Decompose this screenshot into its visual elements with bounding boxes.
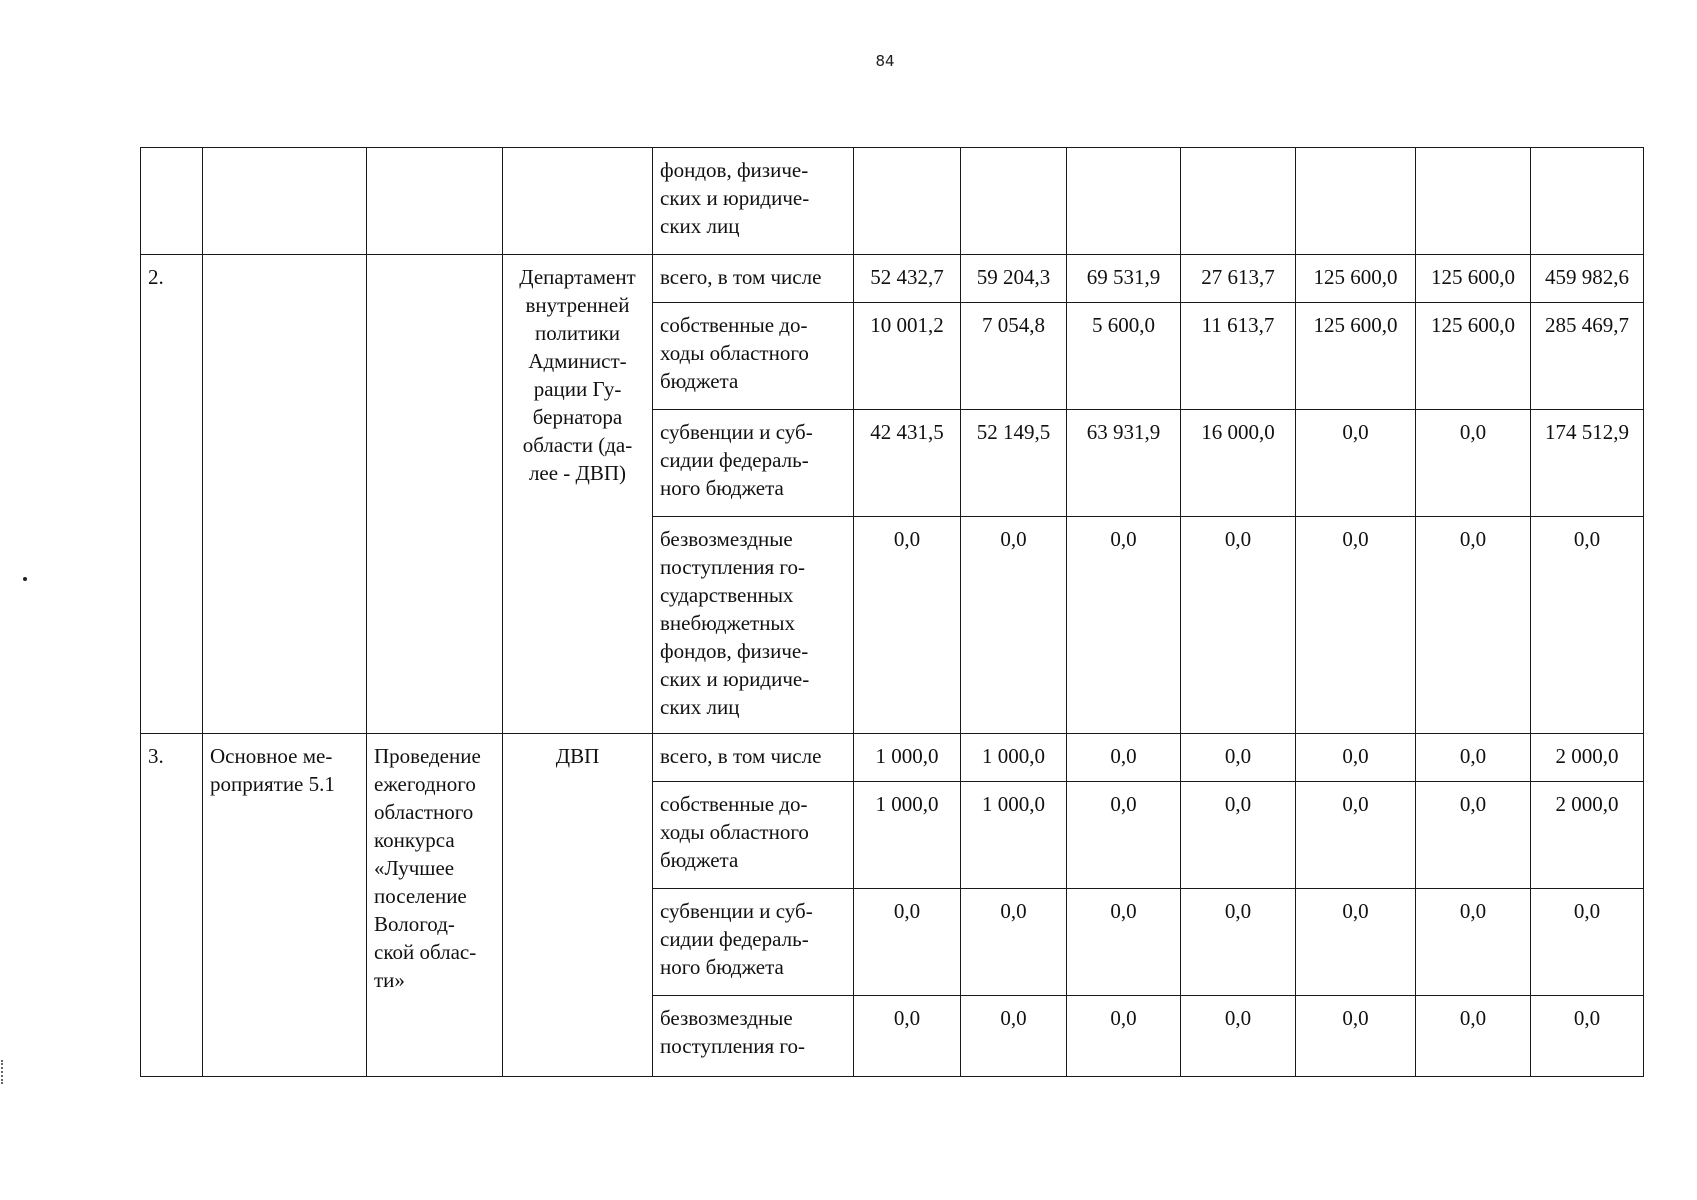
value-cell: 0,0 [1416, 517, 1531, 734]
value-cell: 459 982,6 [1531, 255, 1644, 303]
scan-speck [23, 577, 27, 581]
value-cell: 0,0 [1067, 734, 1181, 782]
financing-table [140, 147, 1644, 1077]
empty-cell [1531, 148, 1644, 255]
value-cell: 0,0 [1181, 734, 1296, 782]
value-cell: 59 204,3 [961, 255, 1067, 303]
page-number: 84 [875, 52, 895, 70]
value-cell: 0,0 [1416, 889, 1531, 996]
value-cell: 0,0 [961, 889, 1067, 996]
continuation-row [141, 148, 1644, 255]
value-cell: 0,0 [1296, 410, 1416, 517]
executor: ДВП [503, 734, 653, 1077]
value-cell: 0,0 [1067, 517, 1181, 734]
value-cell: 125 600,0 [1296, 303, 1416, 410]
value-cell: 174 512,9 [1531, 410, 1644, 517]
source-label: субвенции и суб-сидии федераль-ного бюджета [653, 889, 854, 996]
value-cell: 0,0 [1296, 734, 1416, 782]
row-number: 2. [141, 255, 203, 734]
value-cell: 0,0 [1067, 889, 1181, 996]
empty-cell [367, 148, 503, 255]
value-cell: 42 431,5 [854, 410, 961, 517]
source-label: безвозмездные поступления го- [653, 996, 854, 1077]
value-cell: 1 000,0 [854, 782, 961, 889]
empty-cell [961, 148, 1067, 255]
source-label: собственные до-ходы областного бюджета [653, 782, 854, 889]
value-cell: 0,0 [854, 517, 961, 734]
value-cell: 0,0 [1296, 889, 1416, 996]
row-number: 3. [141, 734, 203, 1077]
value-cell: 0,0 [854, 996, 961, 1077]
value-cell: 1 000,0 [854, 734, 961, 782]
value-cell: 0,0 [1067, 996, 1181, 1077]
source-label: собственные до-ходы областного бюджета [653, 303, 854, 410]
value-cell: 27 613,7 [1181, 255, 1296, 303]
value-cell: 63 931,9 [1067, 410, 1181, 517]
value-cell: 125 600,0 [1416, 303, 1531, 410]
value-cell: 0,0 [1067, 782, 1181, 889]
value-cell: 11 613,7 [1181, 303, 1296, 410]
value-cell: 0,0 [1181, 517, 1296, 734]
empty-cell [503, 148, 653, 255]
value-cell: 0,0 [1296, 782, 1416, 889]
value-cell: 125 600,0 [1416, 255, 1531, 303]
value-cell: 7 054,8 [961, 303, 1067, 410]
scan-edge-mark [1, 1060, 5, 1084]
value-cell: 0,0 [1181, 782, 1296, 889]
empty-cell [1296, 148, 1416, 255]
empty-cell [1181, 148, 1296, 255]
measure-name: Основное ме-роприятие 5.1 [203, 734, 367, 1077]
value-cell: 10 001,2 [854, 303, 961, 410]
value-cell: 52 149,5 [961, 410, 1067, 517]
value-cell: 285 469,7 [1531, 303, 1644, 410]
source-label: фондов, физиче-ских и юридиче-ских лиц [653, 148, 854, 255]
table-row [141, 734, 1644, 782]
value-cell: 52 432,7 [854, 255, 961, 303]
empty-cell [141, 148, 203, 255]
value-cell: 2 000,0 [1531, 782, 1644, 889]
value-cell: 2 000,0 [1531, 734, 1644, 782]
empty-cell [854, 148, 961, 255]
value-cell: 0,0 [1416, 734, 1531, 782]
value-cell: 0,0 [1296, 996, 1416, 1077]
empty-cell [203, 148, 367, 255]
measure-description: Проведение ежегодного областного конкурса «Лучшее поселение Вологод-ской облас-ти» [367, 734, 503, 1077]
value-cell: 0,0 [1181, 889, 1296, 996]
value-cell: 1 000,0 [961, 734, 1067, 782]
executor: Департамент внутренней политики Админист-рации Гу-бернатора области (да-лее - ДВП) [503, 255, 653, 734]
source-label: субвенции и суб-сидии федераль-ного бюджета [653, 410, 854, 517]
empty-cell [1416, 148, 1531, 255]
measure-description [367, 255, 503, 734]
value-cell: 0,0 [1416, 410, 1531, 517]
value-cell: 69 531,9 [1067, 255, 1181, 303]
empty-cell [1067, 148, 1181, 255]
source-label: безвозмездные поступления го-сударственных внебюджетных фондов, физиче-ских и юридиче-ских лиц [653, 517, 854, 734]
value-cell: 0,0 [961, 517, 1067, 734]
value-cell: 0,0 [961, 996, 1067, 1077]
value-cell: 0,0 [1531, 889, 1644, 996]
source-label: всего, в том числе [653, 255, 854, 303]
value-cell: 0,0 [854, 889, 961, 996]
value-cell: 1 000,0 [961, 782, 1067, 889]
table-row [141, 255, 1644, 303]
measure-name [203, 255, 367, 734]
value-cell: 5 600,0 [1067, 303, 1181, 410]
value-cell: 0,0 [1296, 517, 1416, 734]
value-cell: 125 600,0 [1296, 255, 1416, 303]
value-cell: 0,0 [1531, 996, 1644, 1077]
value-cell: 0,0 [1531, 517, 1644, 734]
source-label: всего, в том числе [653, 734, 854, 782]
value-cell: 0,0 [1416, 996, 1531, 1077]
value-cell: 0,0 [1416, 782, 1531, 889]
value-cell: 16 000,0 [1181, 410, 1296, 517]
value-cell: 0,0 [1181, 996, 1296, 1077]
